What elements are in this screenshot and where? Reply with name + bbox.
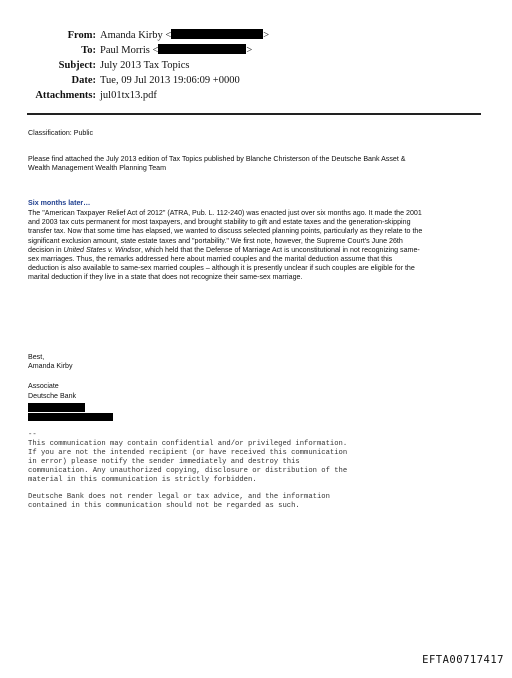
- from-name: Amanda Kirby <: [100, 30, 172, 41]
- redaction-bar: [171, 29, 263, 39]
- from-close: >: [263, 30, 270, 41]
- intro-line: Please find attached the July 2013 edition of Tax Topics published by Blanche Christerson of the Deutsche Bank Asset &: [28, 155, 406, 163]
- header-divider: [27, 113, 481, 115]
- paragraph-line: and 2003 tax cuts permanent for most taxpayers, and brought stability to gift and estate taxes and the generation-skipping: [28, 218, 411, 227]
- to-label: To:: [81, 45, 96, 56]
- redaction-bar: [28, 403, 85, 412]
- disclaimer-line: in error) please notify the sender immediately and destroy this: [28, 457, 300, 466]
- paragraph-line: [28, 246, 484, 255]
- subject-row: [0, 58, 512, 73]
- from-value: [100, 28, 269, 43]
- to-value: [100, 43, 252, 58]
- redaction-bar: [158, 44, 246, 54]
- to-name: Paul Morris <: [100, 45, 159, 56]
- subject-label: Subject:: [58, 60, 96, 71]
- disclaimer-line: Deutsche Bank does not render legal or tax advice, and the information: [28, 493, 330, 502]
- from-row: [0, 28, 512, 43]
- email-header: [0, 28, 512, 103]
- disclaimer-line: If you are not the intended recipient (or have received this communication: [28, 448, 348, 457]
- disclaimer-line: This communication may contain confidential and/or privileged information.: [28, 439, 348, 448]
- from-label: From:: [67, 30, 96, 41]
- paragraph-line: The "American Taxpayer Relief Act of 2012" (ATRA, Pub. L. 112-240) was enacted just over six months ago. It made the 2001: [28, 209, 422, 217]
- sender-name: Amanda Kirby: [28, 362, 73, 371]
- redaction-bar: [28, 413, 113, 421]
- subject-value: July 2013 Tax Topics: [100, 60, 190, 71]
- paragraph-line: deduction is also available to same-sex married couples – although it is presently unclear if such couples are eligible for the: [28, 264, 415, 273]
- text-fragment: , which held that the Defense of Marriage Act is unconstitutional in not recognizing same-: [140, 245, 420, 254]
- date-row: [0, 73, 512, 88]
- attachments-row: [0, 88, 512, 103]
- intro-line: Wealth Management Wealth Planning Team: [28, 164, 167, 173]
- disclaimer-line: contained in this communication should not be regarded as such.: [28, 502, 300, 511]
- classification: Classification: Public: [28, 129, 94, 137]
- disclaimer: [28, 431, 498, 511]
- to-close: >: [246, 45, 253, 56]
- text-fragment: decision in: [28, 245, 64, 254]
- paragraph-line: transfer tax. Now that some time has elapsed, we wanted to discuss selected planning points, particularly as they relate to the: [28, 227, 423, 236]
- sender-company: Deutsche Bank: [28, 391, 77, 400]
- paragraph-line: sex marriages. Thus, the remarks addressed here about married couples and the marital deduction assume that this: [28, 255, 393, 264]
- intro-paragraph: [28, 155, 484, 173]
- sender-title: Associate: [28, 382, 59, 391]
- paragraph-line: significant exclusion amount, state estate taxes and "portability." We first note, however, the Supreme Court's June 26th: [28, 236, 403, 245]
- section-paragraph: [28, 209, 484, 283]
- attachments-label: Attachments:: [35, 90, 96, 101]
- paragraph-line: marital deduction if they live in a state that does not recognize their same-sex marriage.: [28, 273, 303, 282]
- date-value: Tue, 09 Jul 2013 19:06:09 +0000: [100, 75, 240, 86]
- attachment-link[interactable]: jul01tx13.pdf: [100, 90, 157, 101]
- date-label: Date:: [71, 75, 96, 86]
- case-name: United States v. Windsor: [63, 245, 141, 254]
- section-heading: [28, 199, 484, 208]
- signature-block: [28, 353, 484, 401]
- disclaimer-line: communication. Any unauthorized copying, disclosure or distribution of the: [28, 466, 348, 475]
- document-id: EFTA00717417: [422, 654, 504, 666]
- to-row: [0, 43, 512, 58]
- section-heading-text: Six months later…: [28, 199, 91, 207]
- disclaimer-line: material in this communication is strictly forbidden.: [28, 475, 257, 484]
- separator: --: [28, 431, 37, 439]
- closing: Best,: [28, 353, 45, 361]
